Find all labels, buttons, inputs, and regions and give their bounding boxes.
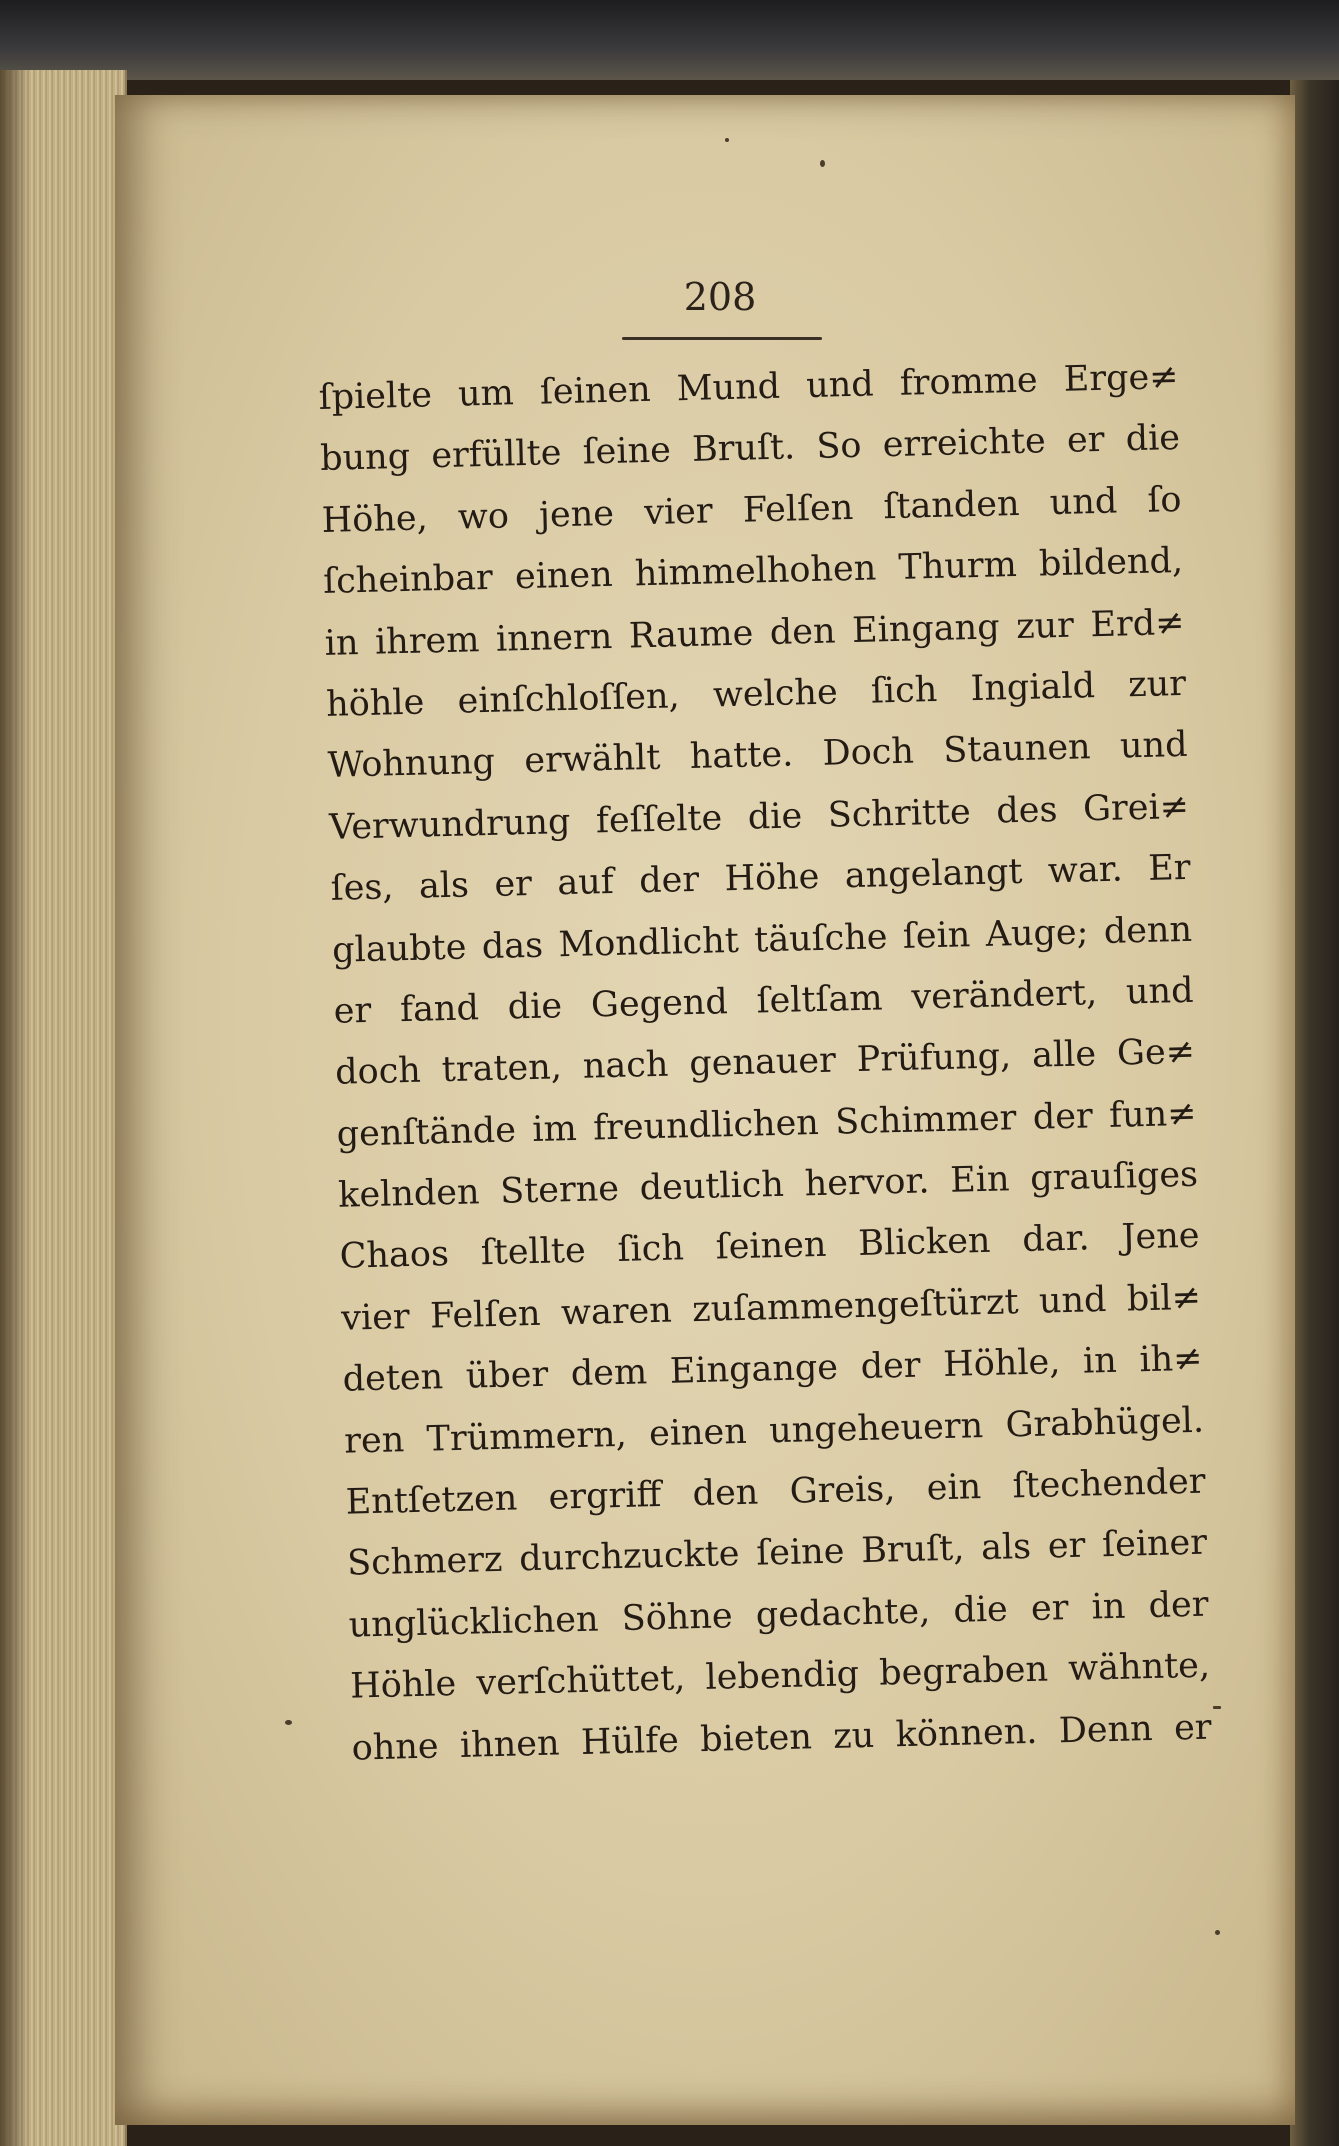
paper-speck: [725, 138, 729, 142]
text-line: er fand die Gegend ſeltſam verändert, und: [333, 970, 1194, 1032]
text-line: Höhle verſchüttet, lebendig begraben wähnte,: [349, 1645, 1211, 1707]
text-line: Schmerz durchzuckte ſeine Bruſt, als er ſeiner: [346, 1523, 1208, 1585]
page-edges-shadow: [0, 70, 30, 2146]
book-spine-edge: [1290, 80, 1339, 2146]
text-line: Wohnung erwählt hatte. Doch Staunen und: [327, 725, 1188, 787]
text-line: glaubte das Mondlicht täuſche ſein Auge; denn: [331, 909, 1193, 971]
header-rule: [622, 337, 822, 340]
text-line: genſtände im freundlichen Schimmer der fun≠: [336, 1093, 1197, 1155]
paper-speck: [1213, 1706, 1221, 1709]
text-line: deten über dem Eingange der Höhle, in ih≠: [342, 1338, 1203, 1400]
paper-speck: [1215, 1930, 1220, 1935]
text-line: ſcheinbar einen himmelhohen Thurm bildend,: [322, 541, 1184, 603]
text-line: kelnden Sterne deutlich hervor. Ein grauſiges: [337, 1154, 1199, 1216]
text-line: unglücklichen Söhne gedachte, die er in der: [348, 1584, 1209, 1646]
text-line: Höhe, wo jene vier Felſen ſtanden und ſo: [321, 479, 1182, 541]
text-line: in ihrem innern Raume den Eingang zur Erd≠: [324, 602, 1185, 664]
text-line: vier Felſen waren zuſammengeſtürzt und bil≠: [340, 1277, 1202, 1339]
text-line: Entſetzen ergriff den Greis, ein ſtechender: [345, 1461, 1206, 1523]
book-cover-top: [0, 0, 1339, 80]
paper-speck: [285, 1720, 292, 1725]
text-line: bung erfüllte ſeine Bruſt. So erreichte er die: [319, 418, 1181, 480]
text-line: doch traten, nach genauer Prüfung, alle Ge≠: [334, 1032, 1196, 1094]
text-line: ſes, als er auf der Höhe angelangt war. Er: [330, 847, 1191, 909]
page-number: 208: [683, 275, 757, 319]
body-text: [318, 347, 1212, 1780]
paper-speck: [820, 160, 825, 167]
text-line: höhle einſchloſſen, welche ſich Ingiald zur: [325, 663, 1187, 725]
text-line: Verwundrung feſſelte die Schritte des Grei≠: [328, 786, 1190, 848]
text-line: ren Trümmern, einen ungeheuern Grabhügel.: [343, 1400, 1205, 1462]
text-line: Chaos ſtellte ſich ſeinen Blicken dar. Jene: [339, 1216, 1200, 1278]
text-line: ſpielte um ſeinen Mund und fromme Erge≠: [318, 356, 1179, 418]
text-line: ohne ihnen Hülfe bieten zu können. Denn er: [351, 1707, 1212, 1769]
